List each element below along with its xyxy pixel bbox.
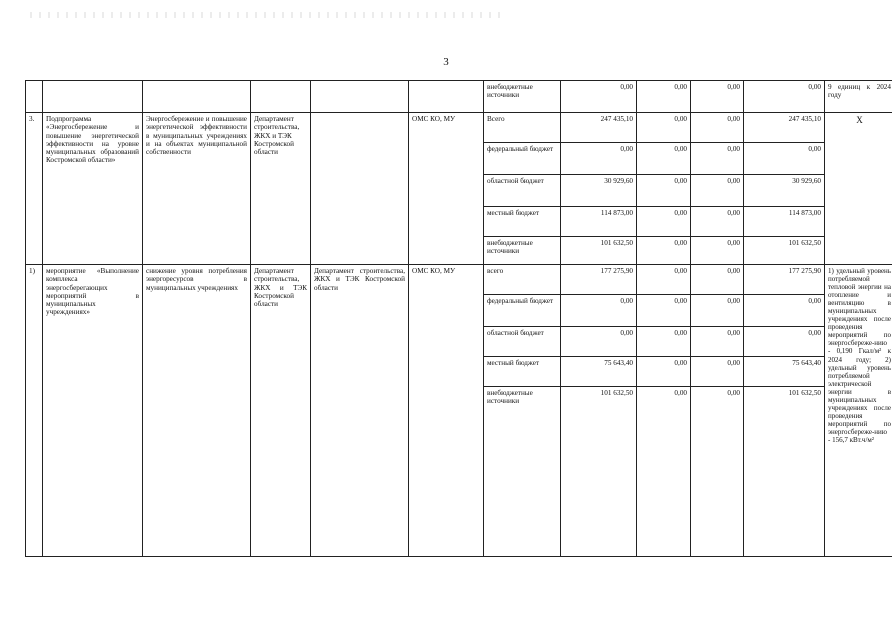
amount-cell: 114 873,00 — [744, 207, 825, 237]
amount-cell: 0,00 — [561, 295, 637, 327]
participants-cell: Департамент строительства, ЖКХ и ТЭК Костромской области — [311, 265, 409, 557]
table-row — [26, 81, 892, 113]
page-number: 3 — [443, 56, 449, 68]
source-cell: Всего — [484, 113, 561, 143]
measure-name: мероприятие «Выполнение комплекса энергосберегающих мероприятий в муниципальных учреждениях» — [43, 265, 143, 557]
amount-cell: 0,00 — [691, 113, 744, 143]
amount-cell: 0,00 — [637, 295, 691, 327]
source-cell: областной бюджет — [484, 327, 561, 357]
row-number: 3. — [26, 113, 43, 265]
amount-cell: 0,00 — [691, 81, 744, 113]
amount-cell: 0,00 — [637, 143, 691, 175]
amount-cell: 75 643,40 — [561, 357, 637, 387]
amount-cell: 0,00 — [744, 81, 825, 113]
source-cell: внебюджетные источники — [484, 237, 561, 265]
amount-cell: 0,00 — [691, 265, 744, 295]
amount-cell: 0,00 — [637, 327, 691, 357]
amount-cell: 114 873,00 — [561, 207, 637, 237]
table-row — [26, 265, 892, 295]
amount-cell: 0,00 — [561, 143, 637, 175]
source-cell: областной бюджет — [484, 175, 561, 207]
subprogram-goal: Энергосбережение и повышение энергетической эффективности в муниципальных учреждениях и на объектах муниципальной собственности — [143, 113, 251, 265]
recipient-cell: ОМС КО, МУ — [409, 265, 484, 557]
source-cell: федеральный бюджет — [484, 295, 561, 327]
amount-cell: 0,00 — [637, 81, 691, 113]
amount-cell: 247 435,10 — [561, 113, 637, 143]
executor-cell: Департамент строительства, ЖКХ и ТЭК Костромской области — [251, 113, 311, 265]
amount-cell: 0,00 — [637, 265, 691, 295]
row-number: 1) — [26, 265, 43, 557]
amount-cell: 0,00 — [637, 357, 691, 387]
source-cell: местный бюджет — [484, 207, 561, 237]
amount-cell: 0,00 — [691, 143, 744, 175]
measure-goal: снижение уровня потребления энергоресурсов в муниципальных учреждениях — [143, 265, 251, 557]
amount-cell: 0,00 — [691, 295, 744, 327]
amount-cell: 0,00 — [637, 175, 691, 207]
amount-cell: 0,00 — [637, 113, 691, 143]
amount-cell: 0,00 — [637, 237, 691, 265]
amount-cell: 0,00 — [744, 143, 825, 175]
recipient-cell: ОМС КО, МУ — [409, 113, 484, 265]
amount-cell: 101 632,50 — [744, 237, 825, 265]
amount-cell: 0,00 — [744, 327, 825, 357]
subprogram-name: Подпрограмма «Энергосбережение и повышение энергетической эффективности на уровне муниципальных образований Костромской области» — [43, 113, 143, 265]
amount-cell: 101 632,50 — [744, 387, 825, 557]
amount-cell: 0,00 — [691, 237, 744, 265]
scan-artifact — [30, 12, 500, 18]
amount-cell: 0,00 — [561, 327, 637, 357]
amount-cell: 0,00 — [561, 81, 637, 113]
source-cell: всего — [484, 265, 561, 295]
table-row — [26, 113, 892, 143]
amount-cell: 0,00 — [637, 207, 691, 237]
amount-cell: 75 643,40 — [744, 357, 825, 387]
source-cell: федеральный бюджет — [484, 143, 561, 175]
amount-cell: 101 632,50 — [561, 387, 637, 557]
amount-cell: 0,00 — [744, 295, 825, 327]
executor-cell: Департамент строительства, ЖКХ и ТЭК Костромской области — [251, 265, 311, 557]
amount-cell: 0,00 — [691, 207, 744, 237]
amount-cell: 247 435,10 — [744, 113, 825, 143]
budget-table — [25, 80, 892, 557]
source-cell: внебюджетные источники — [484, 387, 561, 557]
indicator-cell: 1) удельный уровень потребляемой тепловой энергии на отопление и вентиляцию в муниципальных учреждениях после проведения мероприятий по энергосбереже-нию - 0,190 Гкал/м² к 2024 году; 2) удельный уровень потребляемой электрической энергии в муниципальных учреждениях после проведения мероприятий по энергосбереже-нию - 156,7 кВт.ч/м² — [825, 265, 892, 557]
source-cell: внебюджетные источники — [484, 81, 561, 113]
amount-cell: 177 275,90 — [561, 265, 637, 295]
source-cell: местный бюджет — [484, 357, 561, 387]
amount-cell: 0,00 — [691, 357, 744, 387]
amount-cell: 0,00 — [691, 387, 744, 557]
amount-cell: 0,00 — [691, 327, 744, 357]
indicator-cell: Х — [825, 113, 892, 265]
amount-cell: 0,00 — [637, 387, 691, 557]
amount-cell: 177 275,90 — [744, 265, 825, 295]
amount-cell: 101 632,50 — [561, 237, 637, 265]
amount-cell: 0,00 — [691, 175, 744, 207]
indicator-cell: 9 единиц к 2024 году — [825, 81, 892, 113]
participants-cell — [311, 113, 409, 265]
amount-cell: 30 929,60 — [561, 175, 637, 207]
amount-cell: 30 929,60 — [744, 175, 825, 207]
